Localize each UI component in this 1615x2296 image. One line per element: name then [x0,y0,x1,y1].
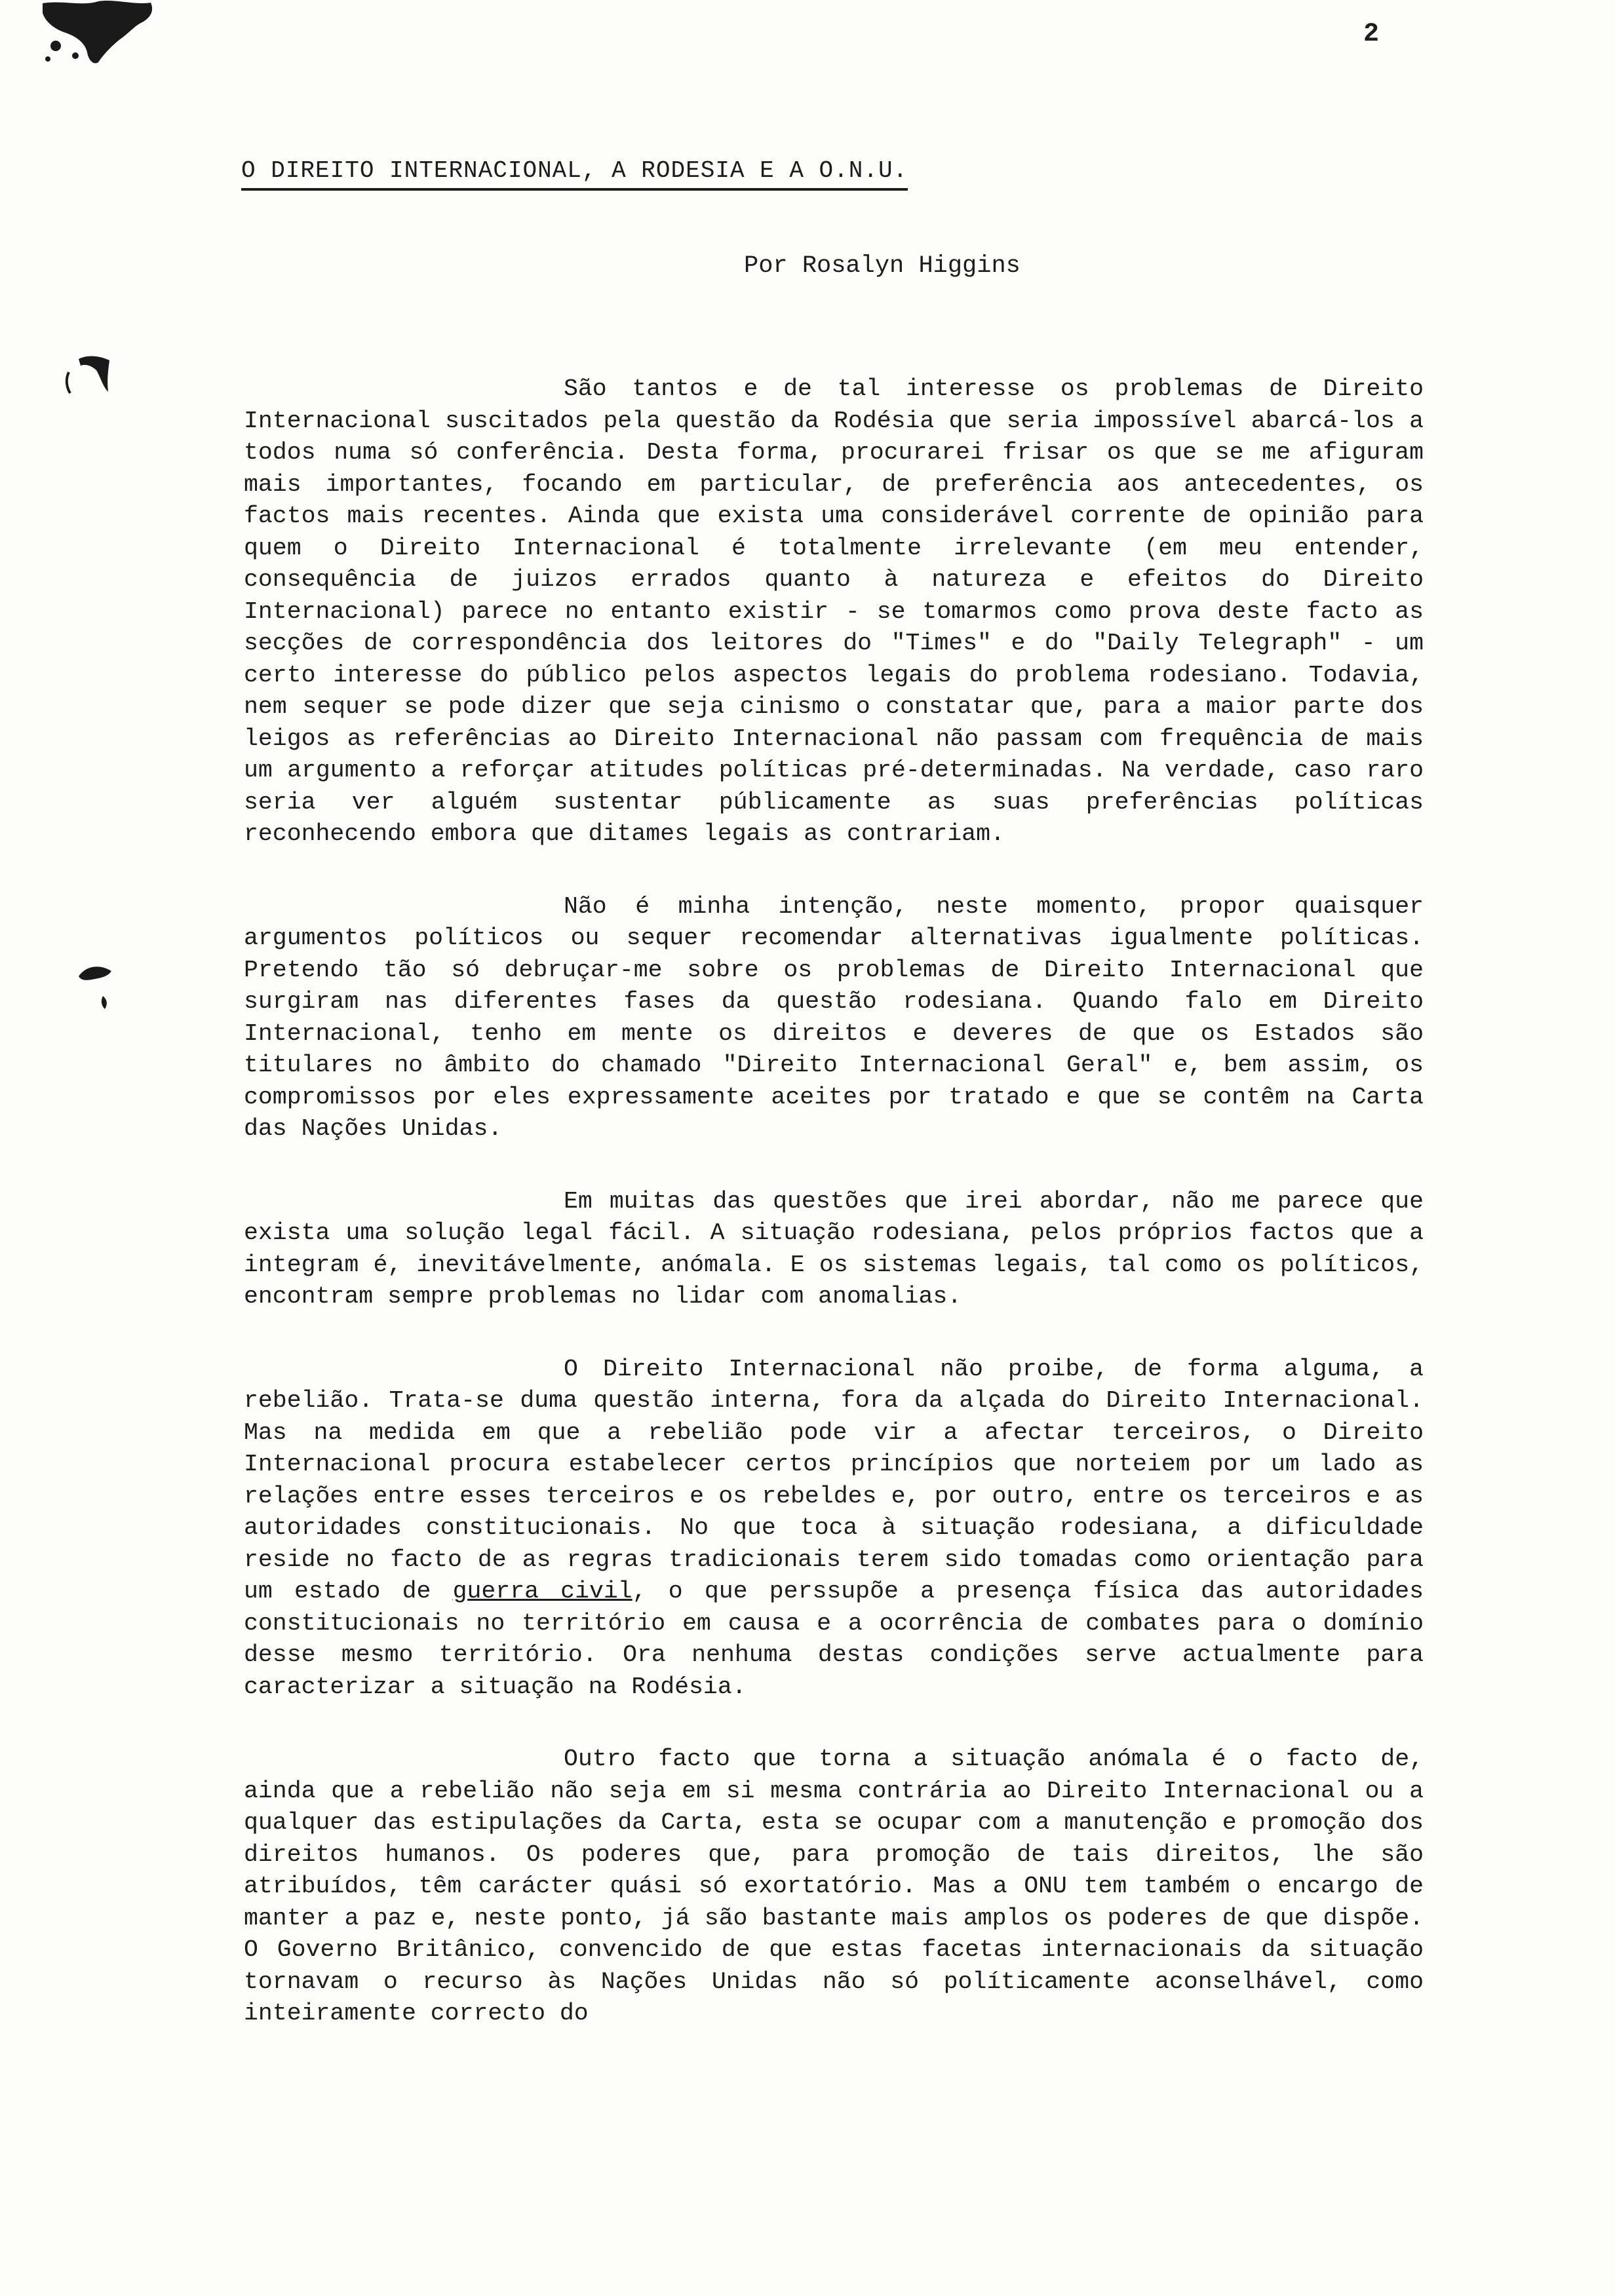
paragraph-1: São tantos e de tal interesse os problemas de Direito Internacional suscitados pela questão da Rodésia que seria impossível abarcá-los a todos numa só conferência. Desta forma, procurarei frisar os que se me afiguram mais importantes, focando em particular, de preferência aos antecedentes, os factos mais recentes. Ainda que exista uma considerável corrente de opinião para quem o Direito Internacional é totalmente irrelevante (em meu entender, consequência de juizos errados quanto à natureza e efeitos do Direito Internacional) parece no entanto existir - se tomarmos como prova deste facto as secções de correspondência dos leitores do "Times" e do "Daily Telegraph" - um certo interesse do público pelos aspectos legais do problema rodesiano. Todavia, nem sequer se pode dizer que seja cinismo o constatar que, para a maior parte dos leigos as referências ao Direito Internacional não passam com frequência de mais um argumento a reforçar atitudes políticas pré-determinadas. Na verdade, caso raro seria ver alguém sustentar públicamente as suas preferências políticas reconhecendo embora que ditames legais as contrariam. [244,375,1424,847]
underlined-term: guerra civil [452,1578,632,1605]
document-body [244,373,1424,2071]
ink-mark-left-1 [62,354,115,400]
paragraph-5: Outro facto que torna a situação anómala é o facto de, ainda que a rebelião não seja em si mesma contrária ao Direito Internacional ou a qualquer das estipulações da Carta, esta se ocupar com a manutenção e promoção dos direitos humanos. Os poderes que, para promoção de tais direitos, lhe são atribuídos, têm carácter quási só exortatório. Mas a ONU tem também o encargo de manter a paz e, neste ponto, já são bastante mais amplos os poderes de que dispõe. O Governo Britânico, convencido de que estas facetas internacionais da situação tornavam o recurso às Nações Unidas não só políticamente aconselhável, como inteiramente correcto do [244,1746,1424,2027]
paragraph-4-before: O Direito Internacional não proibe, de forma alguma, a rebelião. Trata-se duma questão interna, fora da alçada do Direito Internacional. Mas na medida em que a rebelião pode vir a afectar terceiros, o Direito Internacional procura estabelecer certos princípios que norteiem por um lado as relações entre esses terceiros e os rebeldes e, por outro, entre os terceiros e as autoridades constitucionais. No que toca à situação rodesiana, a dificuldade reside no facto de as regras tradicionais terem sido tomadas como orientação para um estado de [244,1355,1424,1605]
document-title: O DIREITO INTERNACIONAL, A RODESIA E A O.N.U. [241,157,908,191]
paragraph-4-after: , o que perssupõe a presença física das autoridades constitucionais no território em causa e a ocorrência de combates para o domínio desse mesmo território. Ora nenhuma destas condições serve actualmente para caracterizar a situação na Rodésia. [244,1578,1424,1700]
author-byline: Por Rosalyn Higgins [744,252,1021,280]
ink-blot-top-left [36,0,161,72]
paragraph-2: Não é minha intenção, neste momento, propor quaisquer argumentos políticos ou sequer recomendar alternativas igualmente políticas. Pretendo tão só debruçar-me sobre os problemas de Direito Internacional que surgiram nas diferentes fases da questão rodesiana. Quando falo em Direito Internacional, tenho em mente os direitos e deveres de que os Estados são titulares no âmbito do chamado "Direito Internacional Geral" e, bem assim, os compromissos por eles expressamente aceites por tratado e que se contêm na Carta das Nações Unidas. [244,892,1424,1142]
page-number: 2 [1363,20,1380,49]
paragraph-3: Em muitas das questões que irei abordar, não me parece que exista uma solução legal fácil. A situação rodesiana, pelos próprios factos que a integram é, inevitávelmente, anómala. E os sistemas legais, tal como os políticos, encontram sempre problemas no lidar com anomalias. [244,1187,1424,1310]
paragraph-4 [244,1354,1424,1704]
ink-mark-left-2 [75,963,115,1016]
